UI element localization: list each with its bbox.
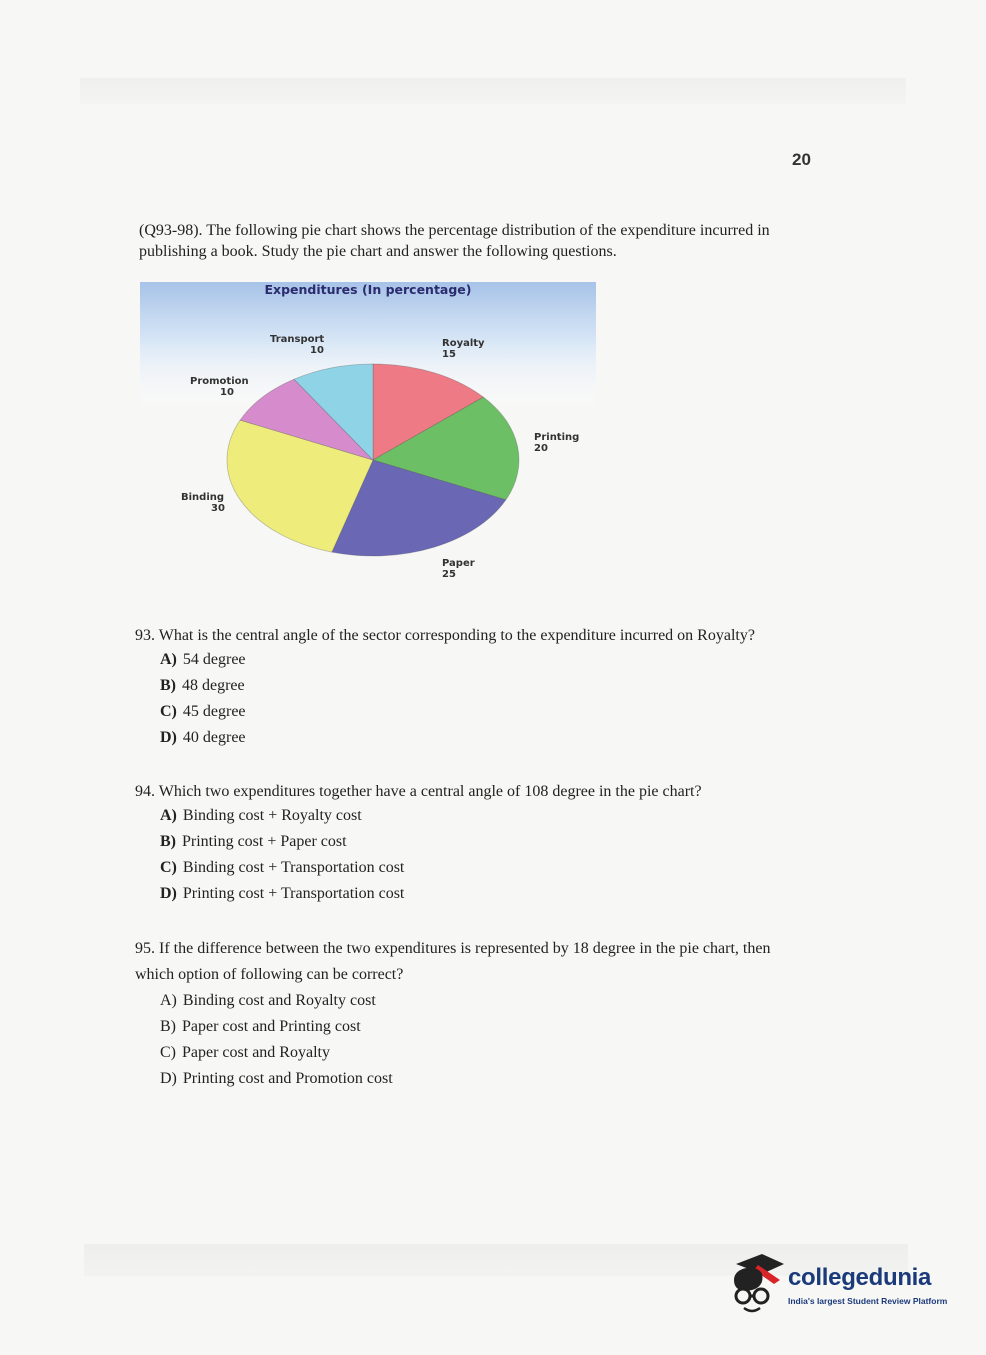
option-letter: D) <box>160 729 177 746</box>
options-list <box>135 803 702 907</box>
question-set-intro <box>139 220 819 262</box>
option-letter: D) <box>160 885 177 902</box>
option-text: Printing cost + Paper cost <box>182 833 347 850</box>
question-94 <box>135 781 702 907</box>
option-b[interactable] <box>160 1014 805 1040</box>
option-letter: A) <box>160 651 177 668</box>
option-letter: B) <box>160 677 176 694</box>
option-d[interactable] <box>160 881 702 907</box>
option-text: Binding cost + Transportation cost <box>182 859 405 876</box>
option-text: Paper cost and Printing cost <box>182 1018 361 1035</box>
question-text: 93. What is the central angle of the sector corresponding to the expenditure incurred on Royalty? <box>135 627 755 644</box>
option-letter: C) <box>160 859 177 876</box>
slice-label-paper: Paper <box>442 558 475 569</box>
collegedunia-logo[interactable] <box>728 1250 958 1320</box>
slice-value-paper: 25 <box>442 569 456 580</box>
option-text: 40 degree <box>182 729 246 746</box>
question-93 <box>135 625 755 751</box>
option-text: 54 degree <box>182 651 246 668</box>
option-c[interactable] <box>160 699 755 725</box>
slice-label-binding: Binding <box>181 492 225 503</box>
option-text: Printing cost and Promotion cost <box>182 1070 393 1087</box>
slice-value-binding: 30 <box>211 503 225 514</box>
options-list <box>135 988 805 1092</box>
option-b[interactable] <box>160 673 755 699</box>
option-text: Binding cost and Royalty cost <box>182 992 376 1009</box>
pie-chart <box>140 282 596 586</box>
option-letter: D) <box>160 1070 177 1087</box>
logo-tagline: India's largest Student Review Platform <box>788 1296 948 1306</box>
option-text: 48 degree <box>182 677 245 694</box>
question-text: 95. If the difference between the two expenditures is represented by 18 degree in the pie chart, then which option of following can be correct? <box>135 940 771 983</box>
option-text: Printing cost + Transportation cost <box>182 885 405 902</box>
question-95 <box>135 936 805 1092</box>
option-a[interactable] <box>160 647 755 673</box>
slice-label-royalty: Royalty <box>442 338 485 349</box>
scan-header-strip <box>80 78 906 104</box>
option-letter: B) <box>160 833 176 850</box>
option-c[interactable] <box>160 1040 805 1066</box>
page-number: 20 <box>792 150 811 169</box>
slice-label-promotion: Promotion <box>190 376 249 387</box>
slice-value-printing: 20 <box>534 443 548 454</box>
option-letter: C) <box>160 703 177 720</box>
question-range-label: (Q93-98). <box>139 222 203 239</box>
option-text: Paper cost and Royalty <box>182 1044 330 1061</box>
logo-wordmark: collegedunia <box>788 1264 932 1291</box>
option-letter: C) <box>160 1044 176 1061</box>
slice-value-transport: 10 <box>310 345 324 356</box>
option-text: 45 degree <box>182 703 246 720</box>
option-letter: B) <box>160 1018 176 1035</box>
slice-value-promotion: 10 <box>220 387 234 398</box>
slice-label-transport: Transport <box>270 334 325 345</box>
pie-chart-svg <box>140 282 596 586</box>
student-mascot-icon <box>728 1250 786 1320</box>
option-letter: A) <box>160 807 177 824</box>
option-letter: A) <box>160 992 177 1009</box>
option-text: Binding cost + Royalty cost <box>182 807 362 824</box>
option-d[interactable] <box>160 725 755 751</box>
question-text: 94. Which two expenditures together have a central angle of 108 degree in the pie chart? <box>135 783 702 800</box>
option-a[interactable] <box>160 988 805 1014</box>
options-list <box>135 647 755 751</box>
option-a[interactable] <box>160 803 702 829</box>
slice-value-royalty: 15 <box>442 349 456 360</box>
option-d[interactable] <box>160 1066 805 1092</box>
intro-text: The following pie chart shows the percentage distribution of the expenditure incurred in publishing a book. Study the pie chart and answer the following questions. <box>139 222 770 260</box>
option-c[interactable] <box>160 855 702 881</box>
option-b[interactable] <box>160 829 702 855</box>
slice-label-printing: Printing <box>534 432 580 443</box>
chart-title: Expenditures (In percentage) <box>264 282 472 297</box>
